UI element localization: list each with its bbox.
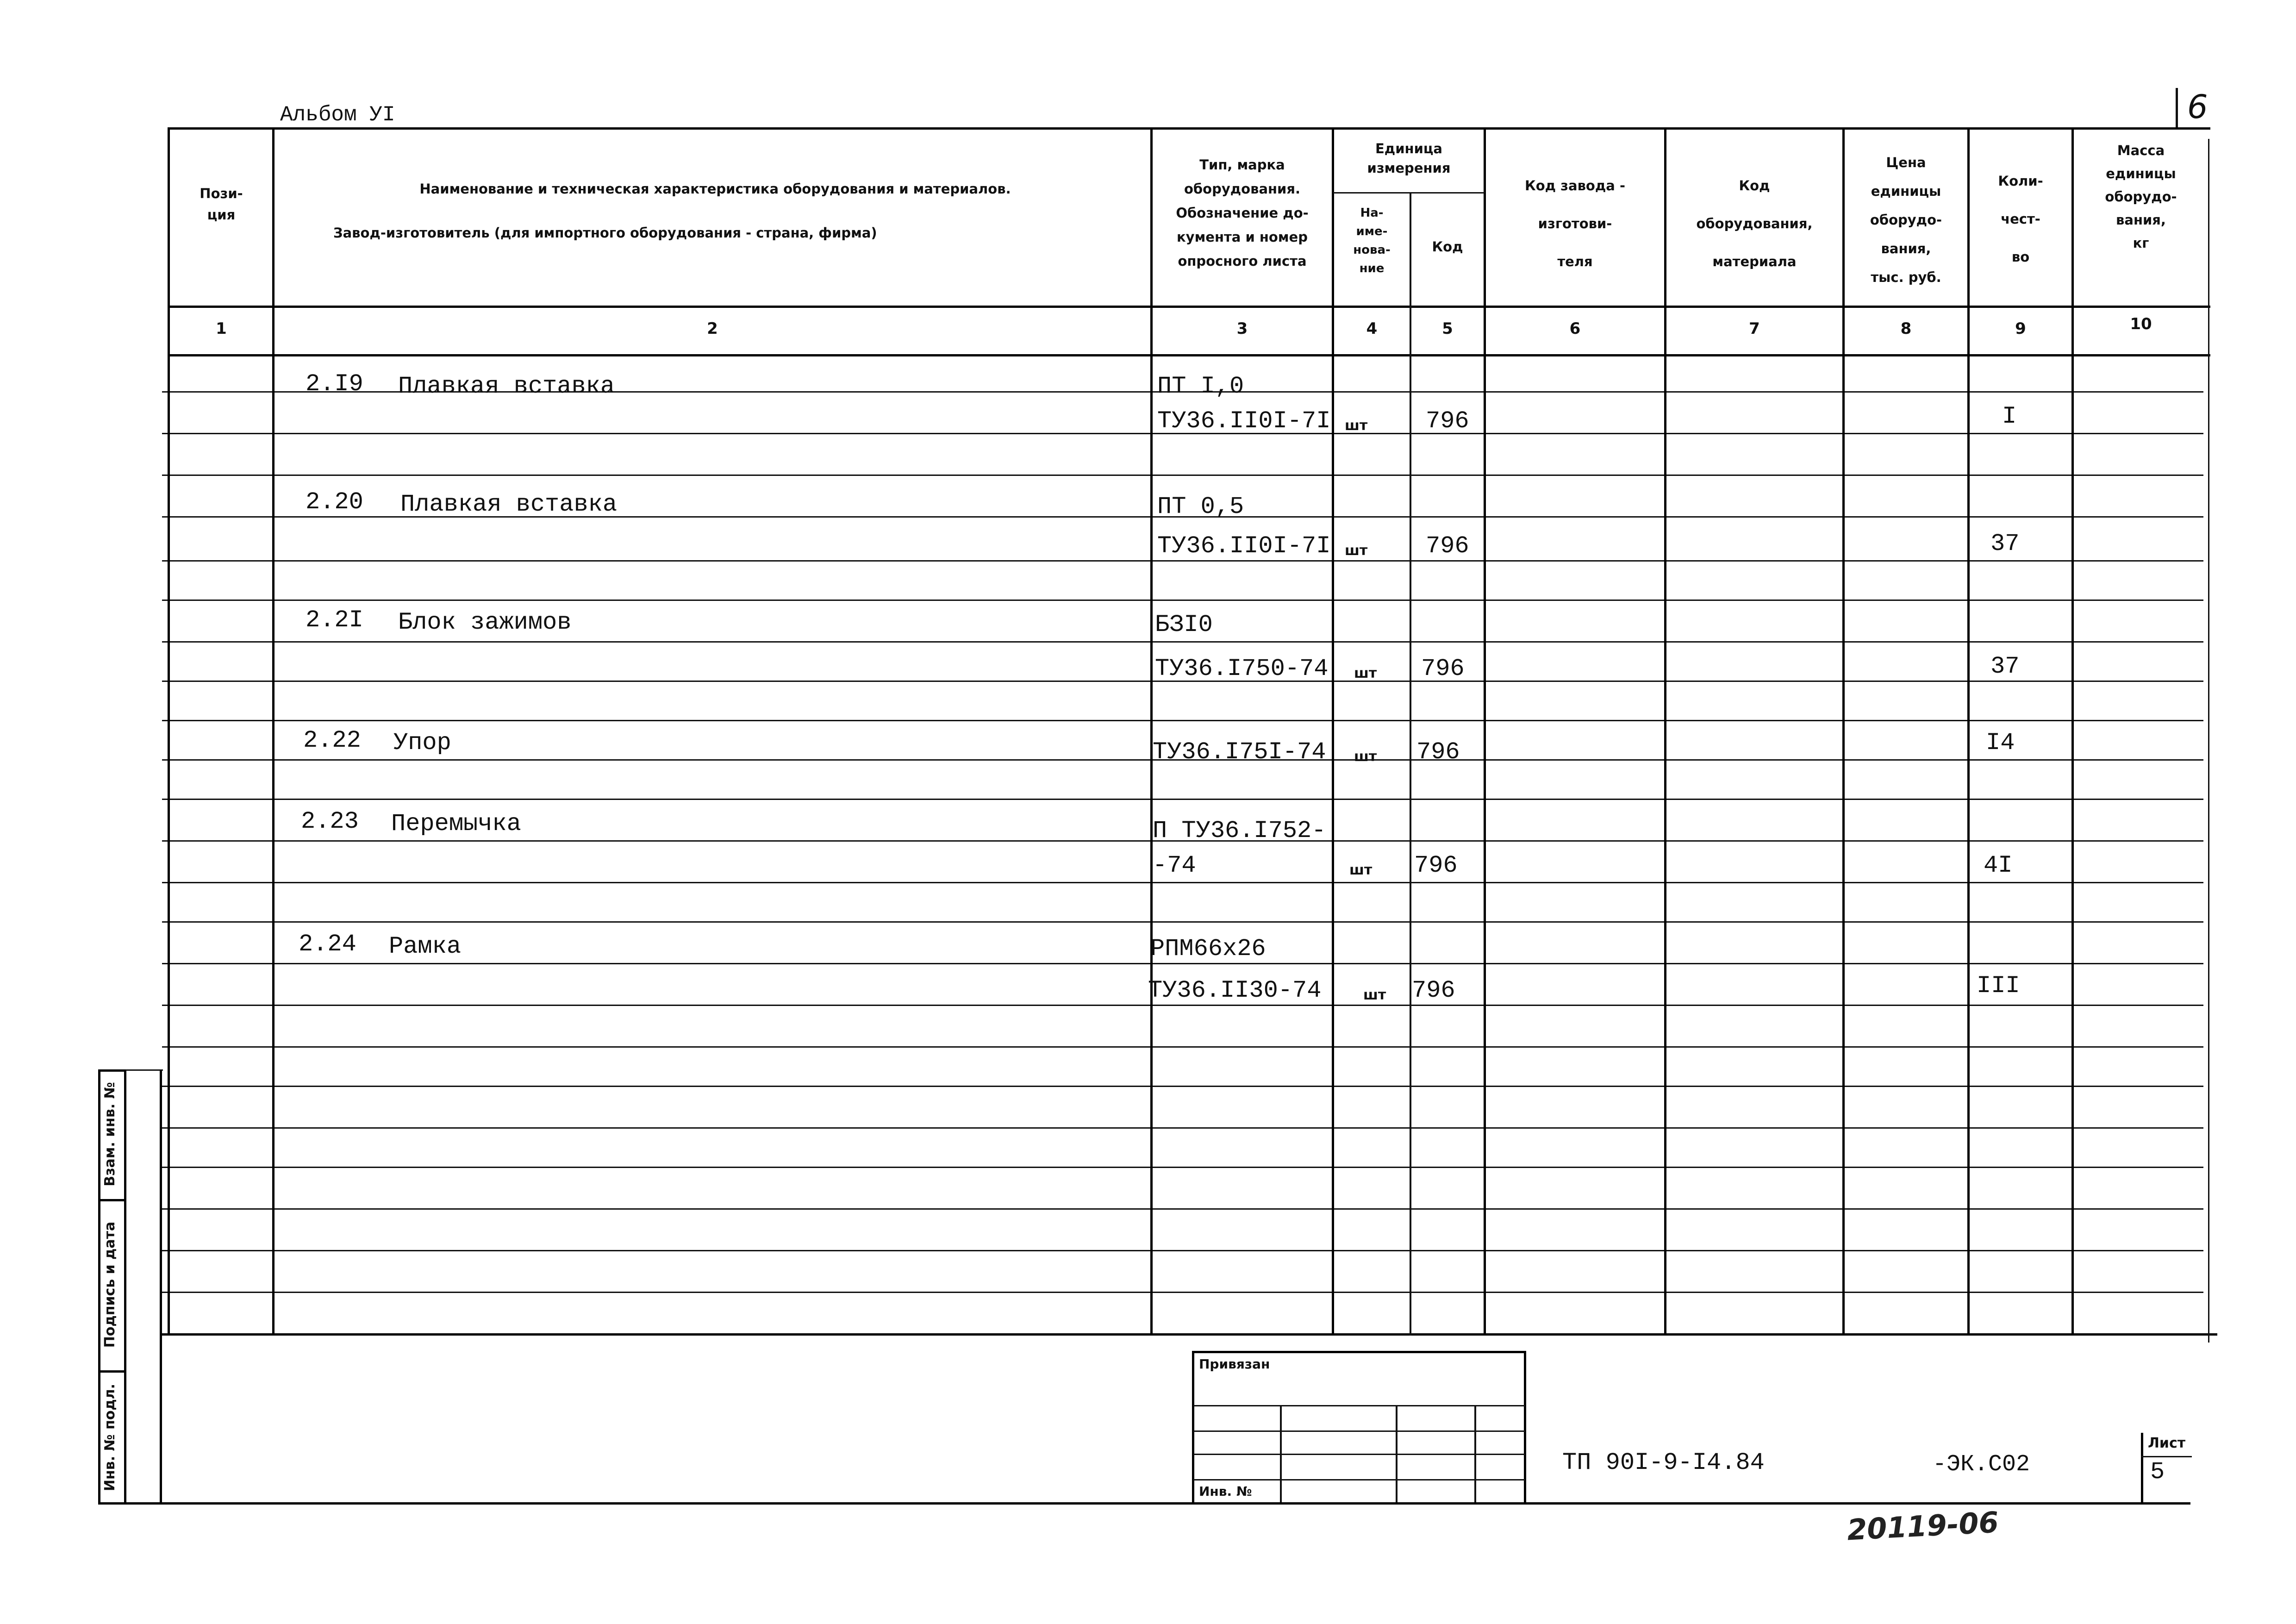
col-num-8: 8 [1900, 319, 1912, 338]
corner-tick [2176, 88, 2178, 127]
side-label-inv: Инв. № подл. [102, 1383, 118, 1492]
row-unit: шт [1354, 665, 1377, 681]
header-pos: Пози- ция [200, 186, 243, 223]
sheet-label: Лист [2148, 1435, 2186, 1451]
row-type1: П ТУ36.I752- [1153, 817, 1326, 844]
header-mass: Масса единицы оборудо- вания, кг [2105, 143, 2177, 251]
row-name: Рамка [389, 933, 462, 960]
row-qty: I [2002, 403, 2017, 430]
doc-code: ТП 90I-9-I4.84 [1562, 1449, 1765, 1476]
side-label-vzam: Взам. инв. № [102, 1082, 118, 1187]
col-num-7: 7 [1749, 319, 1760, 338]
col-num-10: 10 [2130, 315, 2152, 333]
row-code: 796 [1426, 407, 1469, 435]
row-unit: шт [1345, 418, 1368, 434]
row-qty: 37 [1990, 653, 2020, 680]
col-num-9: 9 [2015, 319, 2026, 338]
header-equip-code: Код оборудования, материала [1696, 178, 1813, 269]
col-num-6: 6 [1569, 319, 1581, 338]
sheet-number: 5 [2150, 1458, 2165, 1486]
row-pos: 2.2I [306, 606, 363, 634]
stamp-inv-no: Инв. № [1199, 1484, 1252, 1499]
row-type2: ТУ36.II0I-7I [1157, 407, 1331, 435]
row-type1: ПТ 0,5 [1157, 493, 1244, 520]
header-unit-code: Код [1432, 239, 1463, 255]
row-pos: 2.22 [303, 727, 361, 754]
row-qty: 4I [1984, 852, 2013, 879]
row-unit: шт [1363, 987, 1386, 1003]
header-qty: Коли- чест- во [1998, 173, 2043, 265]
row-qty: I4 [1986, 729, 2015, 756]
header-price: Цена единицы оборудо- вания, тыс. руб. [1870, 155, 1942, 285]
header-factory-code: Код завода - изготови- теля [1525, 178, 1625, 269]
row-type1: ПТ I,0 [1157, 373, 1244, 400]
header-unit-name: На- име- нова- ние [1353, 206, 1391, 275]
header-name-line2: Завод-изготовитель (для импортного оборудования - страна, фирма) [333, 225, 877, 241]
row-name: Перемычка [391, 810, 521, 837]
side-label-podpis: Подпись и дата [102, 1221, 118, 1348]
row-name: Упор [393, 729, 451, 756]
col-num-5: 5 [1442, 319, 1453, 338]
row-pos: 2.20 [306, 488, 363, 516]
header-name-line1: Наименование и техническая характеристика оборудования и материалов. [419, 181, 1011, 197]
row-unit: шт [1345, 543, 1368, 559]
row-name: Плавкая вставка [398, 373, 615, 400]
handwritten-number: 20119-06 [1846, 1505, 2000, 1547]
stamp-privyazan: Привязан [1199, 1356, 1270, 1372]
row-qty: III [1977, 972, 2020, 999]
row-code: 796 [1421, 655, 1465, 682]
row-pos: 2.24 [299, 931, 356, 958]
row-type1: РПМ66х26 [1150, 935, 1266, 962]
row-name: Блок зажимов [398, 609, 572, 636]
row-unit: шт [1349, 862, 1373, 878]
row-unit: шт [1354, 749, 1377, 765]
row-pos: 2.23 [301, 808, 359, 835]
col-num-4: 4 [1366, 319, 1378, 338]
row-type2: -74 [1153, 852, 1196, 879]
row-pos: 2.I9 [306, 370, 363, 398]
row-qty: 37 [1990, 530, 2020, 557]
col-num-2: 2 [707, 319, 718, 338]
header-unit: Единица измерения [1367, 141, 1451, 176]
row-type1: БЗI0 [1155, 611, 1213, 638]
row-code: 796 [1416, 738, 1460, 766]
row-type2: ТУ36.II30-74 [1148, 977, 1322, 1004]
doc-suffix: -ЭК.С02 [1933, 1451, 2030, 1478]
row-name: Плавкая вставка [400, 491, 618, 518]
row-type2: ТУ36.I750-74 [1155, 655, 1329, 682]
row-type2: ТУ36.II0I-7I [1157, 532, 1331, 560]
corner-mark: 6 [2187, 88, 2208, 126]
row-code: 796 [1412, 977, 1455, 1004]
album-title: Альбом УI [280, 103, 395, 127]
row-type2: ТУ36.I75I-74 [1153, 738, 1326, 766]
col-num-3: 3 [1236, 319, 1248, 338]
row-code: 796 [1414, 852, 1458, 879]
header-type: Тип, марка оборудования. Обозначение до- кумента и номер опросного листа [1176, 157, 1309, 269]
row-code: 796 [1426, 532, 1469, 560]
col-num-1: 1 [216, 319, 227, 338]
